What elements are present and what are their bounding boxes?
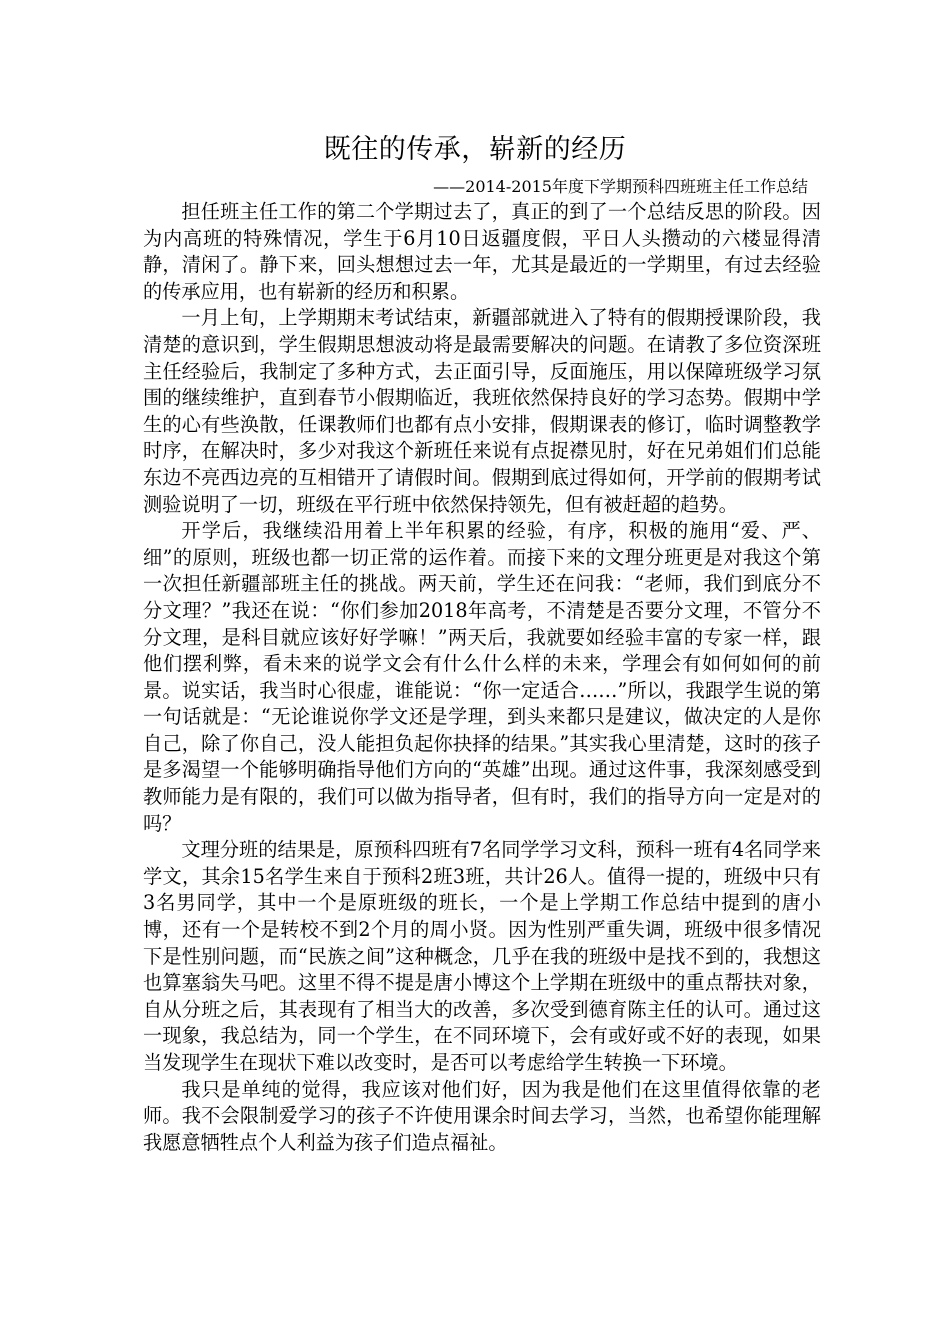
paragraph-4: 文理分班的结果是，原预科四班有7名同学学习文科，预科一班有4名同学来学文，其余15名学生来自于预科2班3班，共计26人。值得一提的，班级中只有3名男同学，其中一个是原班级的班长，一个是上学期工作总结中提到的唐小博，还有一个是转校不到2个月的周小贤。因为性别严重失调，班级中很多情况下是性别问题，而“民族之间”这种概念，几乎在我的班级中是找不到的，我想这也算塞翁失马吧。这里不得不提是唐小博这个上学期在班级中的重点帮扶对象，自从分班之后，其表现有了相当大的改善，多次受到德育陈主任的认可。通过这一现象，我总结为，同一个学生，在不同环境下，会有或好或不好的表现，如果当发现学生在现状下难以改变时，是否可以考虑给学生转换一下环境。 [143,838,821,1074]
document-title: 既往的传承，崭新的经历 [323,134,627,165]
paragraph-2: 一月上旬，上学期期末考试结束，新疆部就进入了特有的假期授课阶段，我清楚的意识到，学生假期思想波动将是最需要解决的问题。在请教了多位资深班主任经验后，我制定了多种方式，去正面引导，反面施压，用以保障班级学习氛围的继续维护，直到春节小假期临近，我班依然保持良好的学习态势。假期中学生的心有些涣散，任课教师们也都有点小安排，假期课表的修订，临时调整教学时序，在解决时，多少对我这个新班任来说有点捉襟见肘，好在兄弟姐们们总能东边不亮西边亮的互相错开了请假时间。假期到底过得如何，开学前的假期考试测验说明了一切，班级在平行班中依然保持领先，但有被赶超的趋势。 [143,306,821,516]
paragraph-5: 我只是单纯的觉得，我应该对他们好，因为我是他们在这里值得依靠的老师。我不会限制爱学习的孩子不许使用课余时间去学习，当然，也希望你能理解我愿意牺牲点个人利益为孩子们造点福祉。 [143,1077,821,1154]
paragraph-3: 开学后，我继续沿用着上半年积累的经验，有序，积极的施用“爱、严、细”的原则，班级也都一切正常的运作着。而接下来的文理分班更是对我这个第一次担任新疆部班主任的挑战。两天前，学生还在问我：“老师，我们到底分不分文理？”我还在说：“你们参加2018年高考，不清楚是否要分文理，不管分不分文理，是科目就应该好好学嘛！”两天后，我就要如经验丰富的专家一样，跟他们摆利弊，看未来的说学文会有什么什么样的未来，学理会有如何如何的前景。说实话，我当时心很虚，谁能说：“你一定适合……”所以，我跟学生说的第一句话就是：“无论谁说你学文还是学理，到头来都只是建议，做决定的人是你自己，除了你自己，没人能担负起你抉择的结果。”其实我心里清楚，这时的孩子是多渴望一个能够明确指导他们方向的“英雄”出现。通过这件事，我深刻感受到教师能力是有限的，我们可以做为指导者，但有时，我们的指导方向一定是对的吗？ [143,519,821,835]
document-subtitle: ——2014-2015年度下学期预科四班班主任工作总结 [433,177,808,196]
document-body [143,199,821,1156]
paragraph-1: 担任班主任工作的第二个学期过去了，真正的到了一个总结反思的阶段。因为内高班的特殊情况，学生于6月10日返疆度假，平日人头攒动的六楼显得清静，清闲了。静下来，回头想想过去一年，尤其是最近的一学期里，有过去经验的传承应用，也有崭新的经历和积累。 [143,200,821,303]
